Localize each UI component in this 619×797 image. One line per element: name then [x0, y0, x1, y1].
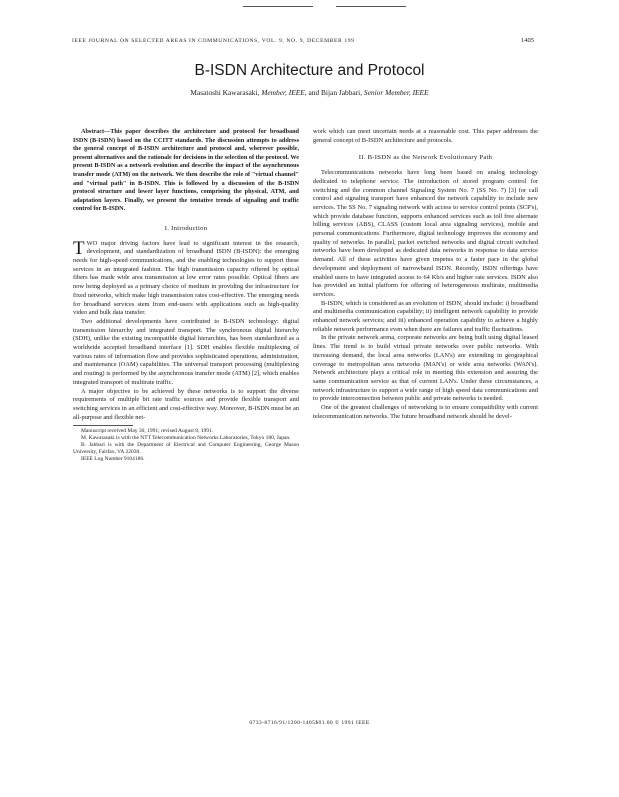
section-1-paragraph-1	[73, 237, 299, 318]
section-1-paragraph-1-text: WO major driving factors have lead to significant interest in the research, development, and standardization of broadband ISDN (B-ISDN): the emerging needs for high-speed communications, and the enabling technologies to support these services in an integrated fashion. The high transmission capacity offered by optical fibers has made wide area transmission at low error rates possible. Optical fibers are now being deployed as a primary choice of medium in providing the infrastructure for fixed networks, which make high transmission rates cost-effective. The emerging needs for broadband services stem from end-users with applications such as high-quality video and bulk data transfer.	[73, 239, 299, 317]
section-2-paragraph-1: Telecommunications networks have long been based on analog technology dedicated to telephone service. The introduction of stored program control for switching and the common channel Signaling System No. 7 (SS No. 7) [3] for call control and signaling transport have enhanced the network capability to include new services. The SS No. 7 signaling network with access to service control points (SCP's), which provide database function, supports enhanced services such as toll free alternate billing services (ABS), CLASS (custom local area signaling services), mobile and personal communications. Furthermore, digital technology improves the economy and quality of networks. In parallel, packet switched networks and digital circuit switched networks have been developed as dedicated data networks in response to data service demand. All of these activities have given impetus to a faster pace in the global development and deployment of narrowband ISDN. Recently, ISDN offerings have enabled users to have integrated access to 64 Kb/s and higher rate services. ISDN also has provided an initial platform for offering of heterogeneous multirate, multimedia services.	[313, 169, 538, 298]
footnote-affiliation-1: M. Kawarasaki is with the NTT Telecommunication Networks Laboratories, Tokyo 180, Japan.	[81, 435, 291, 442]
footnote-received: Manuscript received May 30, 1991; revised August 8, 1991.	[81, 428, 214, 435]
section-1-paragraph-3: A major objective to be achieved by these networks is to support the diverse requirements of multiple bit rate traffic sources and provide flexible transport and switching services in an efficient and cost-effective way. Moreover, B-ISDN must be an all-purpose and flexible net-	[73, 387, 299, 421]
footnote-affiliation-2: B. Jabbari is with the Department of Electrical and Computer Engineering, George Mason University, Fairfax, VA 22030.	[73, 442, 299, 456]
page-number: 1405	[521, 37, 534, 44]
copyright-line: 0733-8716/91/1200-1405$01.00 © 1991 IEEE	[249, 720, 370, 726]
abstract-text: Abstract—This paper describes the architecture and protocol for broadband ISDN (B-ISDN) based on the CCITT standards. The discussion attempts to address the general concept of B-ISDN architecture and protocol and, wherever possible, present alternatives and the rationale for decisions in the selection of the protocol. We present B-ISDN as a network evolution and describe the impact of the asynchronous transfer mode (ATM) on the network. We then describe the role of "virtual channel" and "virtual path" in B-ISDN. This is followed by a discussion of the B-ISDN protocol structure and lower layer functions, comprising the physical, ATM, and adaptation layers. Finally, we present the tentative trends of signaling and traffic control for B-ISDN.	[73, 128, 299, 213]
intro-continuation: work which can meet uncertain needs at a reasonable cost. This paper addresses the general concept of B-ISDN architecture and protocols.	[313, 128, 538, 144]
section-2-paragraph-2: B-ISDN, which is considered as an evolution of ISDN, should include: i) broadband and multimedia communication capability; ii) intelligent network capability to provide enhanced network services; and iii) enhanced operation capability to achieve a highly reliable network performance even when there are failures and traffic fluctuations.	[313, 299, 538, 333]
footnotes	[73, 428, 299, 463]
author-1-name: Masatoshi Kawarasaki,	[190, 88, 260, 97]
left-column	[73, 128, 299, 728]
footnote-rule	[73, 425, 133, 426]
paper-title: B-ISDN Architecture and Protocol	[194, 62, 425, 79]
section-2-paragraph-3: In the private network arena, corporate networks are being built using digital leased lines. The trend is to build virtual private networks over public networks. With increasing demand, the local area networks (LAN's) are extending in geographical coverage to metropolitan area networks (MAN's) or wide area networks (WAN's). Network architecture plays a critical role in meeting this extension and assuring the same communication service as that of current LAN's. Under these circumstances, a network infrastructure to support a wide range of high speed data communications and to provide interconnection between public and private networks is needed.	[313, 334, 538, 403]
running-head: IEEE JOURNAL ON SELECTED AREAS IN COMMUNICATIONS, VOL. 9, NO. 9, DECEMBER 199	[72, 38, 355, 44]
section-1-paragraph-2: Two additional developments have contributed to B-ISDN technology: digital transmission hierarchy and integrated transport. The synchronous digital hierarchy (SDH), unlike the existing incompatible digital hierarchies, has been standardized as a worldwide accepted broadband interface [1]. SDH enables flexible multiplexing of various rates of information flow and provides sophisticated operations, administration, and maintenance (OAM) capabilities. The universal transport processing (multiplexing and routing) is performed by the asynchronous transfer mode (ATM) [2], which enables integrated transport of multirate traffic.	[73, 317, 299, 386]
author-2-membership: Senior Member, IEEE	[363, 88, 429, 97]
author-conjunction: and	[308, 88, 320, 97]
author-2-name: Bijan Jabbari,	[321, 88, 363, 97]
header-rule-right	[336, 6, 406, 7]
right-column	[313, 128, 538, 718]
author-line	[0, 88, 619, 97]
footnote-ieee-log: IEEE Log Number 9104186.	[81, 456, 145, 463]
section-2-paragraph-4: One of the greatest challenges of networking is to ensure compatibility with current telecommunication networks. The future broadband network should be devel-	[313, 404, 538, 420]
section-1-heading: I. Introduction	[164, 224, 208, 232]
abstract	[73, 128, 299, 214]
header-rule-left	[243, 6, 313, 7]
section-2-heading: II. B-ISDN as the Network Evolutionary Path	[358, 154, 493, 162]
drop-cap: T	[73, 237, 85, 259]
author-1-membership: Member, IEEE,	[261, 88, 307, 97]
